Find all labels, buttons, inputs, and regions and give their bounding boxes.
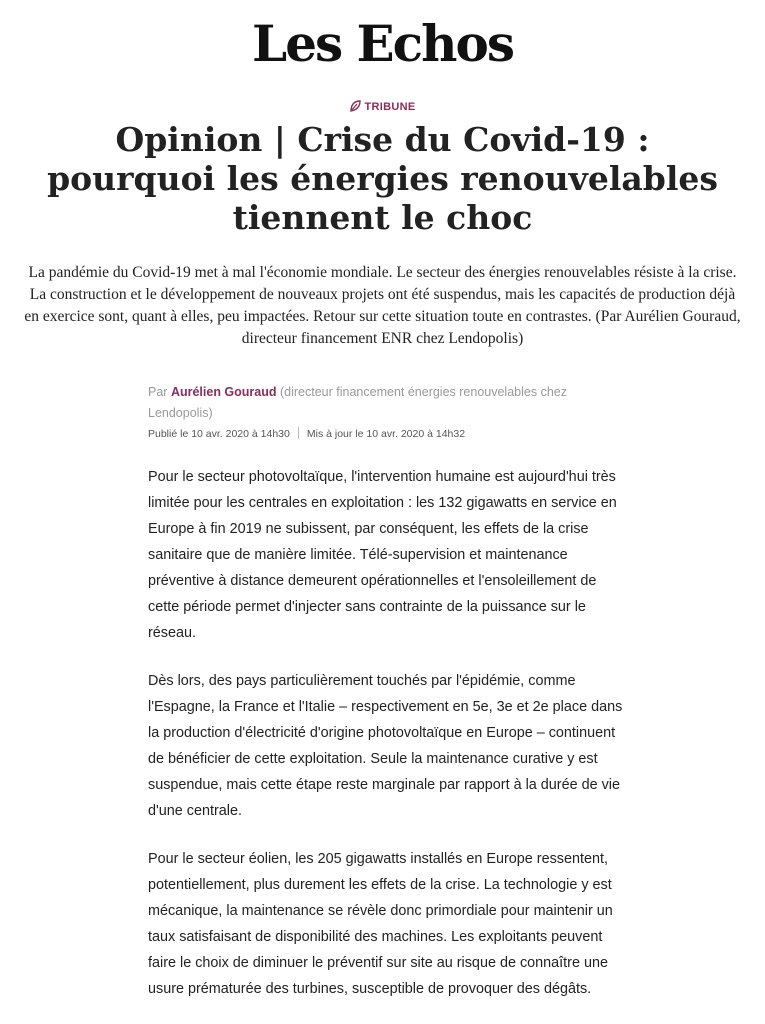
article-lead: La pandémie du Covid-19 met à mal l'économie mondiale. Le secteur des énergies renouvelables résiste à la crise. La construction et le développement de nouveaux projets ont été suspendus, mais les capacités de production déjà en exercice sont, quant à elles, peu impactées. Retour sur cette situation toute en contrastes. (Par Aurélien Gouraud, directeur financement ENR chez Lendopolis) [24,264,741,347]
author-role: (directeur financement énergies renouvelables chez Lendopolis) [148,385,567,420]
category-tag[interactable] [0,100,765,116]
body-paragraph: Dès lors, des pays particulièrement touchés par l'épidémie, comme l'Espagne, la France et l'Italie – respectivement en 5e, 3e et 2e place dans la production d'électricité d'origine photovoltaïque en Europe – continuent de bénéficier de cette exploitation. Seule la maintenance curative y est suspendue, mais cette étape reste marginale par rapport à la durée de vie d'une centrale. [148,673,623,819]
published-date: Publié le 10 avr. 2020 à 14h30 [148,428,290,440]
byline-prefix: Par [148,385,168,399]
category-label: TRIBUNE [364,101,416,113]
date-divider [298,427,299,439]
article-dates [148,427,618,441]
body-paragraph: Pour le secteur éolien, les 205 gigawatts installés en Europe ressentent, potentiellement, plus durement les effets de la crise. La technologie y est mécanique, la maintenance se révèle donc primordiale pour maintenir un taux satisfaisant de disponibilité des machines. Les exploitants peuvent faire le choix de diminuer le préventif sur site au risque de connaître une usure prématurée des turbines, susceptible de provoquer des dégâts. [148,851,613,997]
article-body [148,464,626,1024]
article-title: Opinion | Crise du Covid-19 : pourquoi les énergies renouvelables tiennent le choc [47,120,718,237]
byline [148,382,618,424]
leaf-icon [350,100,361,116]
body-paragraph: Pour le secteur photovoltaïque, l'intervention humaine est aujourd'hui très limitée pour les centrales en exploitation : les 132 gigawatts en service en Europe à fin 2019 ne subissent, par conséquent, les effets de la crise sanitaire que de manière limitée. Télé-supervision et maintenance préventive à distance demeurent opérationnelles et l'ensoleillement de cette période permet d'injecter sans contrainte de la puissance sur le réseau. [148,469,617,641]
site-logo[interactable]: Les Echos [252,14,513,73]
updated-date: Mis à jour le 10 avr. 2020 à 14h32 [306,428,466,440]
author-link[interactable]: Aurélien Gouraud [170,385,277,399]
